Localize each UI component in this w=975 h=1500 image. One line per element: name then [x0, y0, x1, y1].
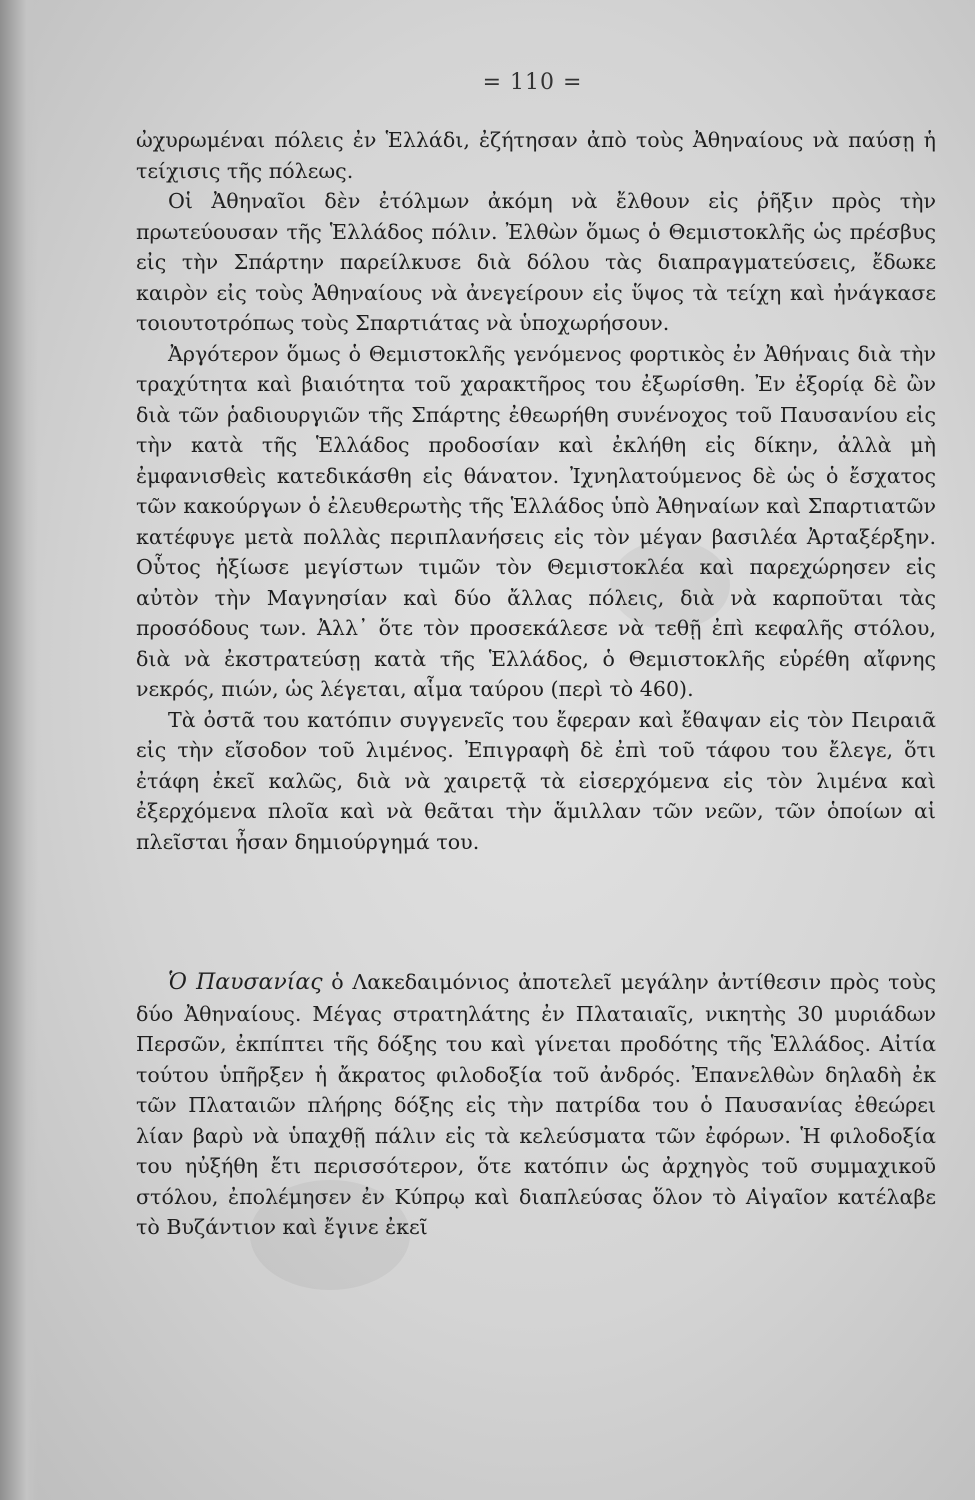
section-gap [136, 857, 936, 967]
paragraph-pausanias [136, 967, 936, 1243]
paragraph-4: Τὰ ὀστᾶ του κατόπιν συγγενεῖς του ἔφεραν καὶ ἔθαψαν εἰς τὸν Πειραιᾶ εἰς τὴν εἴσοδον τοῦ λιμένος. Ἐπιγραφὴ δὲ ἐπὶ τοῦ τάφου του ἔλεγε, ὅτι ἐτάφη ἐκεῖ καλῶς, διὰ νὰ χαιρετᾷ τὰ εἰσερχόμενα εἰς τὸν λιμένα καὶ ἐξερχόμενα πλοῖα καὶ νὰ θεᾶται τὴν ἅμιλλαν τῶν νεῶν, τῶν ὁποίων αἱ πλεῖσται ἦσαν δημιούργημά του. [136, 707, 936, 854]
body-text [136, 125, 936, 1243]
section-lead-name: Ὁ Παυσανίας [168, 970, 323, 995]
paragraph-2: Οἱ Ἀθηναῖοι δὲν ἐτόλμων ἀκόμη νὰ ἔλθουν εἰς ῥῆξιν πρὸς τὴν πρωτεύουσαν τῆς Ἑλλάδος πόλιν. Ἐλθὼν ὅμως ὁ Θεμιστοκλῆς ὡς πρέσβυς εἰς τὴν Σπάρτην παρείλκυσε διὰ δόλου τὰς διαπραγματεύσεις, ἔδωκε καιρὸν εἰς τοὺς Ἀθηναίους νὰ ἀνεγείρουν εἰς ὕψος τὰ τείχη καὶ ἠνάγκασε τοιουτοτρόπως τοὺς Σπαρτιάτας νὰ ὑποχωρήσουν. [136, 189, 936, 335]
page-number: = 110 = [482, 70, 583, 95]
section-text: ὁ Λακεδαιμόνιος ἀποτελεῖ μεγάλην ἀντίθεσιν πρὸς τοὺς δύο Ἀθηναίους. Μέγας στρατηλάτης ἐν Πλαταιαῖς, νικητὴς 30 μυριάδων Περσῶν, ἐκπίπτει τῆς δόξης του καὶ γίνεται προδότης τῆς Ἑλλάδος. Αἰτία τούτου ὑπῆρξεν ἡ ἄκρατος φιλοδοξία τοῦ ἀνδρός. Ἐπανελθὼν δηλαδὴ ἐκ τῶν Πλαταιῶν πλήρης δόξης εἰς τὴν πατρίδα του ὁ Παυσανίας ἐθεώρει λίαν βαρὺ νὰ ὑπαχθῇ πάλιν εἰς τὰ κελεύσματα τῶν ἐφόρων. Ἡ φιλοδοξία του ηὐξήθη ἔτι περισσότερον, ὅτε κατόπιν ὡς ἀρχηγὸς τοῦ συμμαχικοῦ στόλου, ἐπολέμησεν ἐν Κύπρῳ καὶ διαπλεύσας ὅλον τὸ Αἰγαῖον κατέλαβε τὸ Βυζάντιον καὶ ἔγινε ἐκεῖ [136, 970, 936, 1239]
paragraph-3: Ἀργότερον ὅμως ὁ Θεμιστοκλῆς γενόμενος φορτικὸς ἐν Ἀθήναις διὰ τὴν τραχύτητα καὶ βιαιότητα τοῦ χαρακτῆρος του ἐξωρίσθη. Ἐν ἐξορίᾳ δὲ ὢν διὰ τῶν ῥαδιουργιῶν τῆς Σπάρτης ἐθεωρήθη συνένοχος τοῦ Παυσανίου εἰς τὴν κατὰ τῆς Ἑλλάδος προδοσίαν καὶ ἐκλήθη εἰς δίκην, ἀλλὰ μὴ ἐμφανισθεὶς κατεδικάσθη εἰς θάνατον. Ἰχνηλατούμενος δὲ ὡς ὁ ἔσχατος τῶν κακούργων ὁ ἐλευθερωτὴς τῆς Ἑλλάδος ὑπὸ Ἀθηναίων καὶ Σπαρτιατῶν κατέφυγε μετὰ πολλὰς περιπλανήσεις εἰς τὸν μέγαν βασιλέα Ἀρταξέρξην. Οὗτος ἠξίωσε μεγίστων τιμῶν τὸν Θεμιστοκλέα καὶ παρεχώρησεν εἰς αὐτὸν τὴν Μαγνησίαν καὶ δύο ἄλλας πόλεις, διὰ νὰ καρποῦται τὰς προσόδους των. Ἀλλ᾽ ὅτε τὸν προσεκάλεσε νὰ τεθῇ ἐπὶ κεφαλῆς στόλου, διὰ νὰ ἐκστρατεύσῃ κατὰ τῆς Ἑλλάδος, ὁ Θεμιστοκλῆς εὑρέθη αἴφνης νεκρός, πιών, ὡς λέγεται, αἷμα ταύρου (περὶ τὸ 460). [136, 341, 936, 701]
paragraph-1: ὠχυρωμέναι πόλεις ἐν Ἑλλάδι, ἐζήτησαν ἀπὸ τοὺς Ἀθηναίους νὰ παύσῃ ἡ τείχισις τῆς πόλεως. [136, 128, 936, 183]
book-spine-shadow [0, 0, 38, 1500]
